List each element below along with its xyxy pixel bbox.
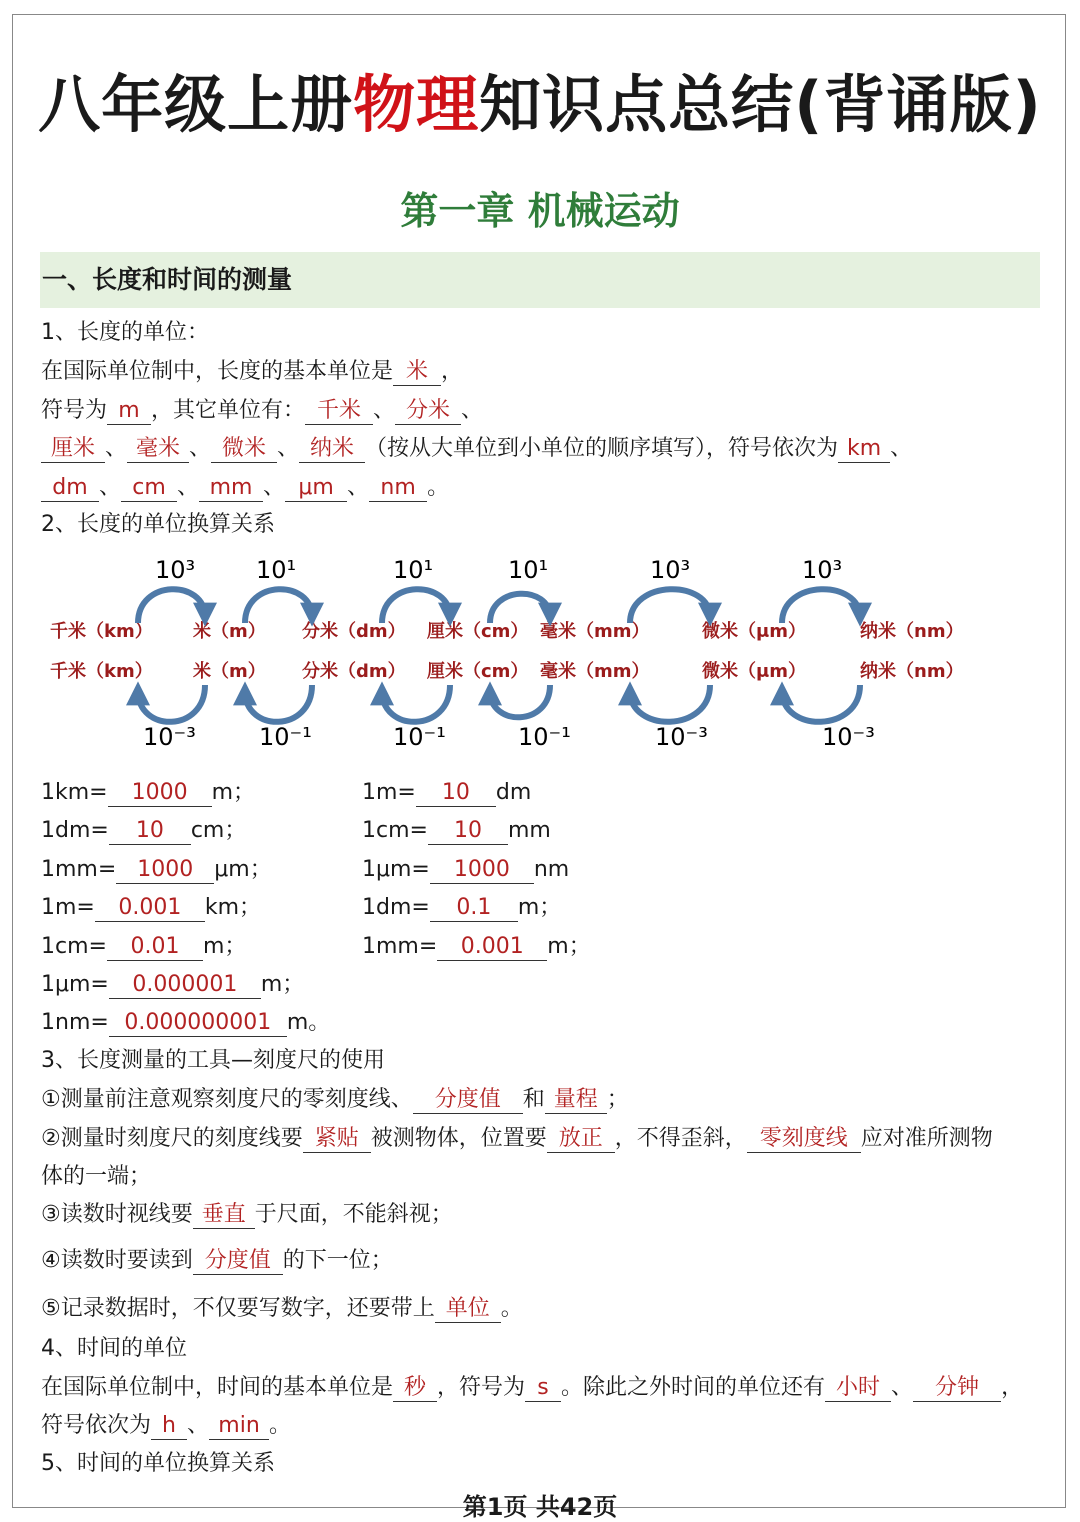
answer-blank: 0.001 <box>437 934 547 961</box>
answer-blank: h <box>151 1413 187 1440</box>
backward-arrow-icon <box>138 685 205 722</box>
factor-label-bottom: 10⁻³ <box>655 723 708 751</box>
answer-blank: 分米 <box>395 398 461 425</box>
answer-blank: 零刻度线 <box>747 1126 861 1153</box>
factor-label-bottom: 10⁻³ <box>822 723 875 751</box>
factor-label-top: 10¹ <box>256 556 297 584</box>
answer-blank: 1000 <box>430 857 534 884</box>
title-highlight: 物理 <box>353 68 480 141</box>
heading-length-conversion: 2、长度的单位换算关系 <box>41 512 275 537</box>
answer-blank: 分钟 <box>913 1375 1001 1402</box>
answer-blank: mm <box>199 475 263 502</box>
factor-label-top: 10³ <box>802 556 843 584</box>
answer-blank: 1000 <box>108 780 212 807</box>
unit-label-top: 米（m） <box>193 621 266 642</box>
unit-label-bottom: 千米（km） <box>50 661 153 682</box>
rule-3: ③读数时视线要 垂直 于尺面，不能斜视； <box>41 1202 453 1227</box>
answer-blank: min <box>209 1413 269 1440</box>
factor-label-bottom: 10⁻¹ <box>518 723 571 751</box>
answer-blank: 10 <box>428 818 508 845</box>
answer-blank: cm <box>121 475 177 502</box>
factor-label-bottom: 10⁻³ <box>143 723 196 751</box>
answer-blank: 0.1 <box>430 895 518 922</box>
answer-blank: 10 <box>109 818 191 845</box>
factor-label-top: 10¹ <box>508 556 549 584</box>
rule-5: ⑤记录数据时，不仅要写数字，还要带上 单位 。 <box>41 1296 523 1321</box>
chapter-title: 第一章 机械运动 <box>400 189 680 233</box>
conversion-row: 1m= 10 dm <box>362 780 532 805</box>
conversion-row: 1μm= 0.000001 m； <box>41 972 305 997</box>
rule-1: ①测量前注意观察刻度尺的零刻度线、 分度值 和 量程 ； <box>41 1087 629 1112</box>
answer-blank: 微米 <box>211 436 277 463</box>
answer-blank: 0.01 <box>107 934 203 961</box>
heading-length-units: 1、长度的单位： <box>41 320 209 345</box>
rule-2-continued: 体的一端； <box>41 1164 152 1189</box>
answer-blank: dm <box>41 475 99 502</box>
text-line: 符号依次为 h 、 min 。 <box>41 1413 292 1438</box>
factor-label-top: 10³ <box>650 556 691 584</box>
backward-arrow-icon <box>245 685 312 722</box>
conversion-row: 1dm= 0.1 m； <box>362 895 562 921</box>
answer-blank: 分度值 <box>193 1248 283 1275</box>
answer-blank: km <box>838 436 890 463</box>
unit-label-top: 纳米（nm） <box>860 621 964 642</box>
backward-arrow-icon <box>782 685 860 722</box>
unit-label-bottom: 米（m） <box>193 661 266 682</box>
answer-blank: 千米 <box>305 398 373 425</box>
factor-label-bottom: 10⁻¹ <box>393 723 446 751</box>
unit-label-top: 分米（dm） <box>302 621 406 642</box>
answer-blank: 0.001 <box>95 895 205 922</box>
unit-label-bottom: 微米（μm） <box>702 661 807 682</box>
answer-blank: 厘米 <box>41 436 105 463</box>
unit-label-top: 千米（km） <box>50 621 153 642</box>
conversion-row: 1cm= 10 mm <box>362 818 551 844</box>
answer-blank: 纳米 <box>299 436 365 463</box>
section-header: 一、长度和时间的测量 <box>40 252 1040 308</box>
answer-blank: 量程 <box>545 1087 607 1114</box>
answer-blank: 米 <box>393 359 441 386</box>
forward-arrow-icon <box>245 589 312 623</box>
heading-ruler-usage: 3、长度测量的工具—刻度尺的使用 <box>41 1048 385 1073</box>
answer-blank: 垂直 <box>193 1202 255 1229</box>
answer-blank: 0.000001 <box>109 972 261 999</box>
forward-arrow-icon <box>630 589 710 623</box>
answer-blank: 毫米 <box>127 436 189 463</box>
answer-blank: μm <box>285 475 347 502</box>
forward-arrow-icon <box>782 589 860 623</box>
text-line: dm 、 cm 、 mm 、 μm 、 nm 。 <box>41 473 449 503</box>
conversion-row: 1mm= 0.001 m； <box>362 933 591 959</box>
conversion-row: 1μm= 1000 nm <box>362 856 570 882</box>
factor-label-top: 10³ <box>155 556 196 584</box>
heading-time-conversion: 5、时间的单位换算关系 <box>41 1451 275 1476</box>
unit-label-bottom: 毫米（mm） <box>540 661 650 682</box>
unit-label-top: 毫米（mm） <box>540 621 650 642</box>
rule-2: ②测量时刻度尺的刻度线要 紧贴 被测物体，位置要 放正 ，不得歪斜， 零刻度线 应对准所测物 <box>41 1126 993 1151</box>
heading-time-units: 4、时间的单位 <box>41 1336 187 1361</box>
conversion-row: 1km= 1000 m； <box>41 780 256 805</box>
conversion-row: 1cm= 0.01 m； <box>41 933 247 959</box>
forward-arrow-icon <box>138 589 205 623</box>
answer-blank: m <box>107 398 151 425</box>
unit-label-top: 厘米（cm） <box>427 621 529 642</box>
forward-arrow-icon <box>382 589 450 623</box>
conversion-row: 1nm= 0.000000001 m。 <box>41 1010 331 1036</box>
answer-blank: 分度值 <box>413 1087 523 1114</box>
page-number: 第1页 共42页 <box>462 1493 618 1521</box>
unit-conversion-diagram <box>30 545 1050 765</box>
text-line: 符号为 m ，其它单位有： 千米 、 分米 、 <box>41 398 484 423</box>
unit-label-bottom: 分米（dm） <box>302 661 406 682</box>
answer-blank: 单位 <box>435 1296 501 1323</box>
answer-blank: 小时 <box>825 1375 891 1402</box>
answer-blank: 紧贴 <box>303 1126 371 1153</box>
answer-blank: 放正 <box>547 1126 615 1153</box>
answer-blank: s <box>525 1375 561 1402</box>
answer-blank: 秒 <box>393 1375 437 1402</box>
backward-arrow-icon <box>630 685 710 722</box>
text-line: 在国际单位制中，时间的基本单位是 秒 ，符号为 s 。除此之外时间的单位还有 小时 、 分钟 ， <box>41 1375 1024 1400</box>
conversion-row: 1dm= 10 cm； <box>41 818 247 844</box>
forward-arrow-icon <box>490 594 550 623</box>
backward-arrow-icon <box>382 685 450 722</box>
unit-label-top: 微米（μm） <box>702 621 807 642</box>
answer-blank: 0.000000001 <box>109 1010 287 1037</box>
backward-arrow-icon <box>490 685 550 717</box>
rule-4: ④读数时要读到 分度值 的下一位； <box>41 1248 393 1273</box>
factor-label-bottom: 10⁻¹ <box>259 723 312 751</box>
conversion-row: 1m= 0.001 km； <box>41 895 262 921</box>
page-title: 八年级上册物理知识点总结(背诵版) <box>38 68 1042 141</box>
answer-blank: 10 <box>416 780 496 807</box>
answer-blank: 1000 <box>116 857 214 884</box>
unit-label-bottom: 厘米（cm） <box>427 661 529 682</box>
conversion-row: 1mm= 1000 μm； <box>41 856 272 882</box>
answer-blank: nm <box>369 475 427 502</box>
text-line: 厘米 、 毫米 、 微米 、 纳米 （按从大单位到小单位的顺序填写），符号依次为 km 、 <box>41 434 912 464</box>
unit-label-bottom: 纳米（nm） <box>860 661 964 682</box>
factor-label-top: 10¹ <box>393 556 434 584</box>
text-line: 在国际单位制中，长度的基本单位是 米 ， <box>41 359 464 384</box>
